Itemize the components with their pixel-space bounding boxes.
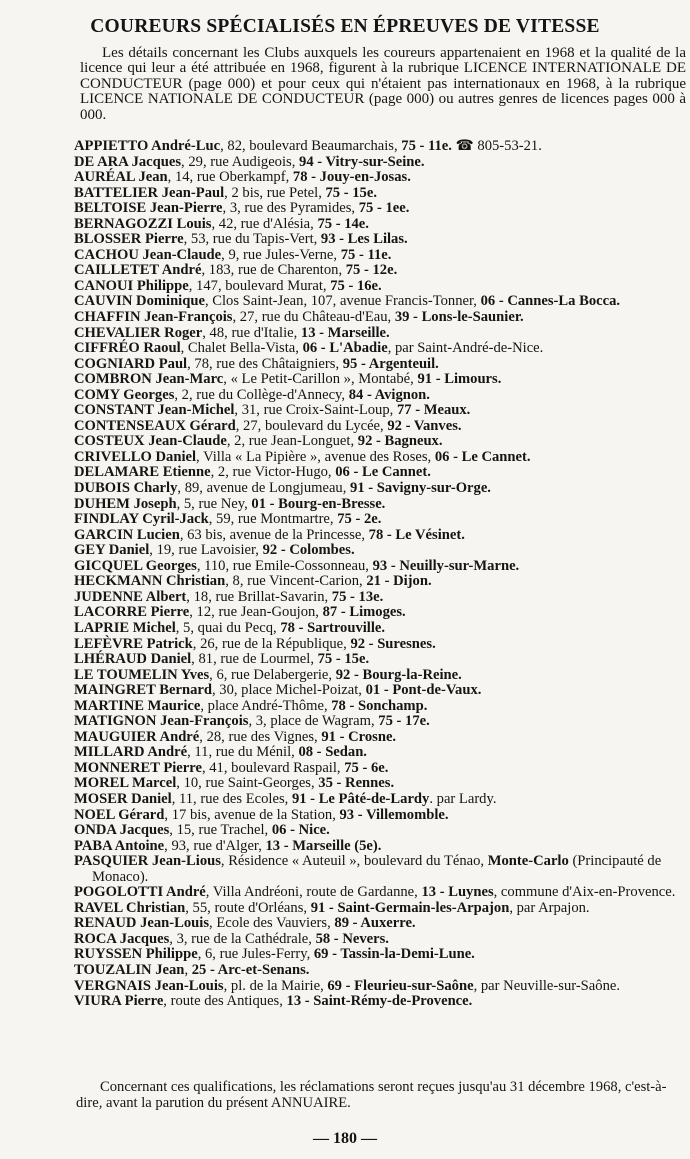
racer-entry [74, 932, 686, 948]
racer-name: LHÉRAUD Daniel [74, 651, 192, 668]
racer-location: 39 - Lons-le-Saunier. [394, 309, 524, 326]
racer-address: , 28, rue des Vignes, [199, 728, 322, 745]
racer-location: 75 - 12e. [345, 262, 398, 279]
racer-address: , pl. de la Mairie, [223, 977, 328, 994]
racer-location: 93 - Les Lilas. [320, 231, 408, 248]
racer-address: , Chalet Bella-Vista, [180, 340, 303, 357]
racer-location: 13 - Luynes [421, 884, 494, 901]
racer-name: ROCA Jacques [74, 930, 170, 947]
racer-name: MOSER Daniel [74, 790, 172, 807]
racer-location: 92 - Bourg-la-Reine. [335, 666, 462, 683]
racer-address: , [184, 961, 192, 978]
racer-entry [74, 497, 686, 513]
racer-name: PABA Antoine [74, 837, 165, 854]
racer-name: APPIETTO André-Luc [74, 138, 221, 154]
racer-name: AURÉAL Jean [74, 169, 168, 186]
racer-name: MOREL Marcel [74, 775, 177, 792]
racer-name: CONSTANT Jean-Michel [74, 402, 235, 419]
racer-entry [74, 481, 686, 497]
racer-location: 75 - 14e. [317, 215, 369, 232]
racer-location: 08 - Sedan. [298, 744, 367, 761]
racer-name: TOUZALIN Jean [74, 961, 185, 978]
racer-address: , 93, rue d'Alger, [164, 837, 266, 854]
racer-entry [74, 170, 686, 186]
racer-entry [74, 916, 686, 932]
racer-name: MAINGRET Bernard [74, 682, 212, 699]
racer-name: DELAMARE Etienne [74, 464, 211, 481]
racer-entry [74, 450, 686, 466]
racer-name: PASQUIER Jean-Lious [74, 853, 221, 870]
racer-location: 75 - 17e. [378, 713, 430, 730]
racer-name: MATIGNON Jean-François [74, 713, 249, 730]
racer-entry [74, 730, 686, 746]
racer-entry [74, 885, 686, 901]
racer-entry [74, 403, 686, 419]
racer-entry [74, 186, 686, 202]
racer-entry [74, 294, 686, 310]
racer-location: 75 - 15e. [317, 651, 370, 668]
racer-address: , 19, rue Lavoisier, [149, 542, 263, 559]
racer-entry [74, 155, 686, 171]
racer-name: LE TOUMELIN Yves [74, 666, 210, 683]
racer-entry [74, 668, 686, 684]
racer-name: HECKMANN Christian [74, 573, 226, 590]
racer-name: RENAUD Jean-Louis [74, 915, 210, 932]
racer-entry [74, 232, 686, 248]
racer-entry [74, 652, 686, 668]
racer-name: CONTENSEAUX Gérard [74, 417, 236, 434]
racer-address: , 48, rue d'Italie, [202, 324, 301, 341]
racer-entry [74, 559, 686, 575]
racer-name: CHEVALIER Roger [74, 324, 203, 341]
racer-entry [74, 979, 686, 995]
racer-location: 75 - 16e. [330, 277, 382, 294]
racer-entry [74, 839, 686, 855]
racer-address: , 10, rue Saint-Georges, [176, 775, 319, 792]
racer-address: , 27, boulevard du Lycée, [235, 417, 388, 434]
racer-location: 91 - Saint-Germain-les-Arpajon [310, 899, 510, 916]
racer-address: , 89, avenue de Longjumeau, [177, 480, 351, 497]
racer-name: JUDENNE Albert [74, 588, 187, 605]
racer-name: COGNIARD Paul [74, 355, 188, 372]
racer-location: 89 - Auxerre. [334, 915, 416, 932]
racer-address: , route des Antiques, [163, 993, 287, 1010]
racer-address: , 110, rue Emile-Cossonneau, [196, 557, 373, 574]
racer-address: , 2 bis, rue Petel, [224, 184, 326, 201]
racer-entry [74, 792, 686, 808]
racer-entry [74, 434, 686, 450]
racer-entry [74, 341, 686, 357]
racer-entry [74, 994, 686, 1010]
closing-text: Concernant ces qualifications, les réclamations seront reçues jusqu'au 31 décembre 1968, c'est-à-dire, avant la parution du présent ANNUAIRE. [76, 1079, 667, 1111]
racer-entry [74, 528, 686, 544]
racer-address: , 17 bis, avenue de la Station, [164, 806, 340, 823]
racer-location: 78 - Le Vésinet. [368, 526, 465, 543]
racer-location: 75 - 11e. [401, 138, 452, 154]
racer-location: 75 - 13e. [331, 588, 384, 605]
racer-location: 06 - Le Cannet. [434, 448, 531, 465]
racer-entry [74, 621, 686, 637]
racer-location: 13 - Marseille (5e). [265, 837, 382, 854]
racer-entry [74, 326, 686, 342]
racer-address: , 29, rue Audigeois, [181, 153, 300, 170]
racer-location: 06 - L'Abadie [302, 340, 388, 357]
racer-name: GARCIN Lucien [74, 526, 180, 543]
racer-location: 75 - 11e. [340, 246, 392, 263]
racer-address: , 8, rue Vincent-Carion, [225, 573, 367, 590]
racer-name: CHAFFIN Jean-François [74, 309, 233, 326]
racer-name: BLOSSER Pierre [74, 231, 184, 248]
racer-location: 35 - Rennes. [318, 775, 395, 792]
racer-location: 75 - 6e. [344, 759, 389, 776]
racer-address: , 63 bis, avenue de la Princesse, [179, 526, 369, 543]
racer-name: CAUVIN Dominique [74, 293, 205, 310]
racer-name: VERGNAIS Jean-Louis [74, 977, 224, 994]
racer-address: , 78, rue des Châtaigniers, [187, 355, 343, 372]
racer-name: CANOUI Philippe [74, 277, 189, 294]
racer-name: CRIVELLO Daniel [74, 448, 197, 465]
racer-extra: , par Neuville-sur-Saône. [473, 977, 620, 994]
racer-location: 92 - Suresnes. [350, 635, 436, 652]
racer-location: 06 - Cannes-La Bocca. [480, 293, 621, 310]
racer-address: , 3, place de Wagram, [248, 713, 379, 730]
racer-name: VIURA Pierre [74, 993, 164, 1010]
racer-entry [74, 590, 686, 606]
racer-address: , Villa « La Pipière », avenue des Roses, [196, 448, 435, 465]
racer-name: GEY Daniel [74, 542, 150, 559]
racer-address: , 147, boulevard Murat, [188, 277, 331, 294]
racer-entry [74, 776, 686, 792]
racer-name: RUYSSEN Philippe [74, 946, 198, 963]
racer-location: 01 - Bourg-en-Bresse. [251, 495, 386, 512]
racer-name: BATTELIER Jean-Paul [74, 184, 225, 201]
racer-location: 92 - Bagneux. [357, 433, 443, 450]
racer-address: , 42, rue d'Alésia, [211, 215, 318, 232]
racer-entry [74, 372, 686, 388]
racer-extra: , commune d'Aix-en-Provence. [493, 884, 676, 901]
racer-address: , 11, rue des Ecoles, [171, 790, 292, 807]
racer-name: POGOLOTTI André [74, 884, 206, 901]
racer-location: 75 - 1ee. [358, 200, 410, 217]
racer-location: 78 - Sonchamp. [331, 697, 428, 714]
racer-extra: , par Arpajon. [509, 899, 590, 916]
racer-address: , 31, rue Croix-Saint-Loup, [234, 402, 397, 419]
racer-name: BELTOISE Jean-Pierre [74, 200, 223, 217]
racer-address: , 183, rue de Charenton, [201, 262, 346, 279]
racer-entry [74, 419, 686, 435]
racer-location: 95 - Argenteuil. [342, 355, 439, 372]
racer-entry [74, 808, 686, 824]
racer-location: 91 - Savigny-sur-Orge. [350, 480, 491, 497]
racer-entry [74, 217, 686, 233]
racer-name: COSTEUX Jean-Claude [74, 433, 227, 450]
racer-location: 13 - Marseille. [300, 324, 390, 341]
racer-location: 84 - Avignon. [348, 386, 430, 403]
racer-entry [74, 947, 686, 963]
racer-entry [74, 574, 686, 590]
racer-entry [74, 512, 686, 528]
racer-location: 13 - Saint-Rémy-de-Provence. [286, 993, 473, 1010]
racer-address: , Résidence « Auteuil », boulevard du Ténao, [220, 853, 488, 870]
racer-entry [74, 201, 686, 217]
racer-entry [74, 139, 686, 155]
racer-address: , Clos Saint-Jean, 107, avenue Francis-Tonner, [204, 293, 481, 310]
racer-address: , 5, quai du Pecq, [175, 619, 281, 636]
intro-text: Les détails concernant les Clubs auxquels les coureurs appartenaient en 1968 et la qualité de la licence qui leur a été attribuée en 1968, figurent à la rubrique LICENCE INTERNATIONALE DE CONDUCTEUR (page 000) et pour ceux qui n'étaient pas internationaux en 1968, à la rubrique LICENCE NATIONALE DE CONDUCTEUR (page 000) ou autres genres de licences pages 000 à 000. [80, 45, 686, 123]
racer-address: , 2, rue Victor-Hugo, [210, 464, 336, 481]
racer-entry [74, 683, 686, 699]
racer-name: CIFFRÉO Raoul [74, 340, 181, 357]
racer-location: 91 - Le Pâté-de-Lardy [291, 790, 430, 807]
racer-location: 01 - Pont-de-Vaux. [365, 682, 482, 699]
racer-entry [74, 248, 686, 264]
racer-address: , « Le Petit-Carillon », Montabé, [223, 371, 418, 388]
racer-address: , 18, rue Brillat-Savarin, [186, 588, 332, 605]
racer-entry [74, 543, 686, 559]
racer-name: ONDA Jacques [74, 822, 170, 839]
intro-paragraph [80, 46, 686, 123]
racer-name: LEFÈVRE Patrick [74, 635, 193, 652]
racer-address: , 11, rue du Ménil, [187, 744, 299, 761]
racer-name: MAUGUIER André [74, 728, 200, 745]
racer-location: 69 - Tassin-la-Demi-Lune. [313, 946, 475, 963]
racer-entry [74, 714, 686, 730]
racer-list [74, 139, 686, 1010]
racer-address: , 3, rue des Pyramides, [222, 200, 359, 217]
racer-address: , 5, rue Ney, [176, 495, 252, 512]
racer-location: 93 - Villemomble. [339, 806, 449, 823]
racer-entry [74, 823, 686, 839]
racer-location: 06 - Nice. [271, 822, 330, 839]
racer-name: MONNERET Pierre [74, 759, 202, 776]
racer-entry [74, 263, 686, 279]
racer-location: 69 - Fleurieu-sur-Saône [327, 977, 474, 994]
racer-location: 94 - Vitry-sur-Seine. [299, 153, 425, 170]
racer-address: , Villa Andréoni, route de Gardanne, [205, 884, 422, 901]
racer-location: 92 - Colombes. [262, 542, 355, 559]
racer-address: , 2, rue du Collège-d'Annecy, [174, 386, 349, 403]
racer-location: 06 - Le Cannet. [335, 464, 431, 481]
racer-extra: (Principauté de Monaco). [92, 853, 662, 885]
racer-location: 78 - Jouy-en-Josas. [292, 169, 411, 186]
racer-entry [74, 854, 686, 885]
racer-name: MARTINE Maurice [74, 697, 201, 714]
racer-name: DUBOIS Charly [74, 480, 178, 497]
racer-address: , 2, rue Jean-Longuet, [226, 433, 358, 450]
racer-address: , 26, rue de la République, [192, 635, 351, 652]
racer-name: COMY Georges [74, 386, 175, 403]
racer-address: , 15, rue Trachel, [169, 822, 272, 839]
racer-location: 91 - Limours. [417, 371, 502, 388]
racer-extra: , par Saint-André-de-Nice. [387, 340, 544, 357]
racer-extra: ☎ 805-53-21. [451, 138, 542, 154]
racer-address: , place André-Thôme, [200, 697, 332, 714]
racer-entry [74, 699, 686, 715]
racer-name: CACHOU Jean-Claude [74, 246, 222, 263]
racer-name: MILLARD André [74, 744, 188, 761]
racer-address: , 55, route d'Orléans, [185, 899, 311, 916]
racer-entry [74, 279, 686, 295]
racer-entry [74, 357, 686, 373]
page-number: — 180 — [313, 1130, 377, 1147]
racer-name: RAVEL Christian [74, 899, 186, 916]
racer-entry [74, 388, 686, 404]
racer-location: 87 - Limoges. [322, 604, 406, 621]
racer-address: , 27, rue du Château-d'Eau, [232, 309, 395, 326]
racer-entry [74, 745, 686, 761]
racer-name: FINDLAY Cyril-Jack [74, 511, 209, 528]
racer-extra: . par Lardy. [429, 790, 497, 807]
racer-address: , 6, rue Delabergerie, [209, 666, 336, 683]
racer-address: , 41, boulevard Raspail, [201, 759, 345, 776]
racer-location: 75 - 2e. [337, 511, 382, 528]
racer-location: 75 - 15e. [325, 184, 377, 201]
racer-location: 92 - Vanves. [387, 417, 462, 434]
racer-name: CAILLETET André [74, 262, 202, 279]
racer-address: , 30, place Michel-Poizat, [211, 682, 366, 699]
racer-entry [74, 963, 686, 979]
racer-entry [74, 605, 686, 621]
racer-name: GICQUEL Georges [74, 557, 197, 574]
racer-address: , 14, rue Oberkampf, [167, 169, 293, 186]
racer-address: , 82, boulevard Beaumarchais, [220, 138, 402, 154]
racer-location: 91 - Crosne. [321, 728, 397, 745]
racer-name: DE ARA Jacques [74, 153, 182, 170]
racer-location: 25 - Arc-et-Senans. [191, 961, 310, 978]
racer-address: , 81, rue de Lourmel, [191, 651, 318, 668]
racer-address: , 12, rue Jean-Goujon, [189, 604, 323, 621]
racer-location: Monte-Carlo [487, 853, 569, 870]
racer-address: , Ecole des Vauviers, [209, 915, 335, 932]
racer-name: BERNAGOZZI Louis [74, 215, 212, 232]
page-title: COUREURS SPÉCIALISÉS EN ÉPREUVES DE VITESSE [90, 16, 600, 37]
racer-name: NOEL Gérard [74, 806, 165, 823]
racer-entry [74, 310, 686, 326]
racer-entry [74, 637, 686, 653]
racer-name: COMBRON Jean-Marc [74, 371, 224, 388]
racer-location: 58 - Nevers. [315, 930, 389, 947]
racer-location: 93 - Neuilly-sur-Marne. [372, 557, 520, 574]
racer-location: 77 - Meaux. [396, 402, 471, 419]
racer-location: 78 - Sartrouville. [280, 619, 386, 636]
racer-entry [74, 761, 686, 777]
racer-location: 21 - Dijon. [366, 573, 432, 590]
closing-paragraph [76, 1080, 686, 1111]
racer-address: , 59, rue Montmartre, [208, 511, 338, 528]
racer-address: , 53, rue du Tapis-Vert, [183, 231, 321, 248]
racer-address: , 9, rue Jules-Verne, [221, 246, 341, 263]
racer-entry [74, 901, 686, 917]
racer-entry [74, 465, 686, 481]
racer-name: LAPRIE Michel [74, 619, 176, 636]
racer-name: DUHEM Joseph [74, 495, 177, 512]
racer-name: LACORRE Pierre [74, 604, 190, 621]
racer-address: , 3, rue de la Cathédrale, [169, 930, 316, 947]
racer-address: , 6, rue Jules-Ferry, [197, 946, 314, 963]
